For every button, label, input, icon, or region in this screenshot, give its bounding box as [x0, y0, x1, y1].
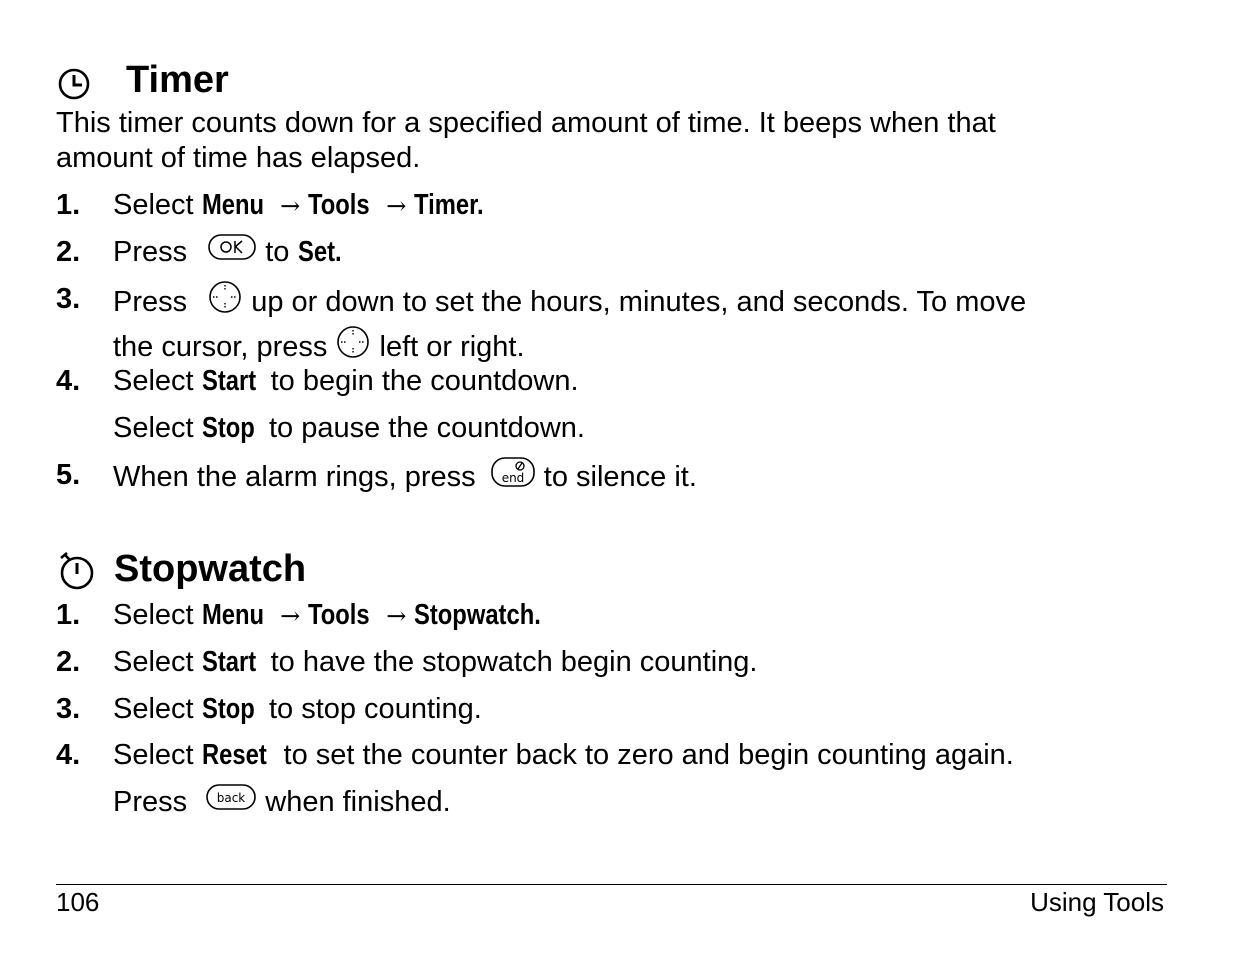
step-number: 3.: [56, 283, 81, 315]
step-number: 5.: [56, 459, 81, 491]
step-text: to set the counter back to zero and begin counting again.: [275, 739, 1014, 771]
footer-section-title: Using Tools: [1030, 887, 1164, 917]
step-text: to pause the countdown.: [260, 412, 585, 444]
step-number: 3.: [56, 693, 81, 725]
menu-command: Menu: [201, 189, 264, 221]
step-text: Select: [113, 189, 202, 221]
set-command: Set.: [297, 236, 342, 269]
step-text: to have the stopwatch begin counting.: [262, 646, 758, 678]
step-text: When the alarm rings, press: [113, 461, 484, 494]
step-number: 1.: [56, 599, 81, 631]
step-number: 2.: [56, 646, 81, 678]
step-number: 1.: [56, 189, 81, 221]
page-number: 106: [56, 887, 100, 917]
step-text: Select: [113, 412, 202, 444]
menu-command: Menu: [201, 599, 264, 631]
timer-title: Timer: [126, 58, 229, 101]
arrow-icon: →: [280, 602, 301, 630]
tools-command: Tools: [308, 189, 370, 221]
step-number: 4.: [56, 739, 81, 771]
start-command: Start: [201, 365, 256, 397]
step-text: to stop counting.: [260, 693, 482, 725]
timer-command: Timer.: [414, 189, 484, 221]
step-text: Select: [113, 599, 202, 631]
stopwatch-heading: [56, 540, 306, 597]
stopwatch-icon: [56, 550, 98, 597]
step-text: Select: [113, 365, 202, 397]
arrow-icon: →: [280, 192, 301, 220]
step-text: to: [257, 236, 298, 269]
back-key-icon: [205, 782, 257, 821]
stop-command: Stop: [201, 412, 255, 444]
timer-intro-line-2: amount of time has elapsed.: [56, 142, 421, 174]
step-text: Press: [113, 286, 196, 319]
stopwatch-command: Stopwatch.: [414, 599, 542, 631]
step-text: up or down to set the hours, minutes, and seconds. To move: [243, 286, 1027, 319]
step-text: the cursor, press: [113, 331, 336, 364]
arrow-icon: →: [386, 602, 407, 630]
end-key-icon: [490, 455, 536, 498]
step-text: Select: [113, 739, 202, 771]
stop-command: Stop: [201, 693, 255, 725]
timer-intro-line-1: This timer counts down for a specified amount of time. It beeps when that: [56, 107, 996, 139]
step-text: to silence it.: [535, 461, 697, 494]
tools-command: Tools: [308, 599, 370, 631]
step-text: when finished.: [257, 786, 451, 819]
footer-rule: [56, 884, 1167, 885]
stopwatch-title: Stopwatch: [114, 547, 307, 590]
step-number: 2.: [56, 236, 81, 268]
step-text: Select: [113, 646, 202, 678]
step-number: 4.: [56, 365, 81, 397]
arrow-icon: →: [386, 192, 407, 220]
clock-icon: [56, 62, 96, 107]
step-text: to begin the countdown.: [262, 365, 579, 397]
step-text: left or right.: [371, 331, 525, 364]
step-text: Press: [113, 786, 196, 819]
svg-text:back: back: [216, 791, 246, 805]
step-text: Select: [113, 693, 202, 725]
manual-page: [56, 0, 1166, 954]
step-text: Press: [113, 236, 196, 269]
start-command: Start: [201, 646, 256, 678]
ok-key-icon: [207, 232, 257, 271]
reset-command: Reset: [201, 739, 267, 771]
nav-key-icon: [207, 279, 243, 324]
timer-heading: [56, 52, 229, 107]
svg-text:end: end: [501, 471, 525, 485]
